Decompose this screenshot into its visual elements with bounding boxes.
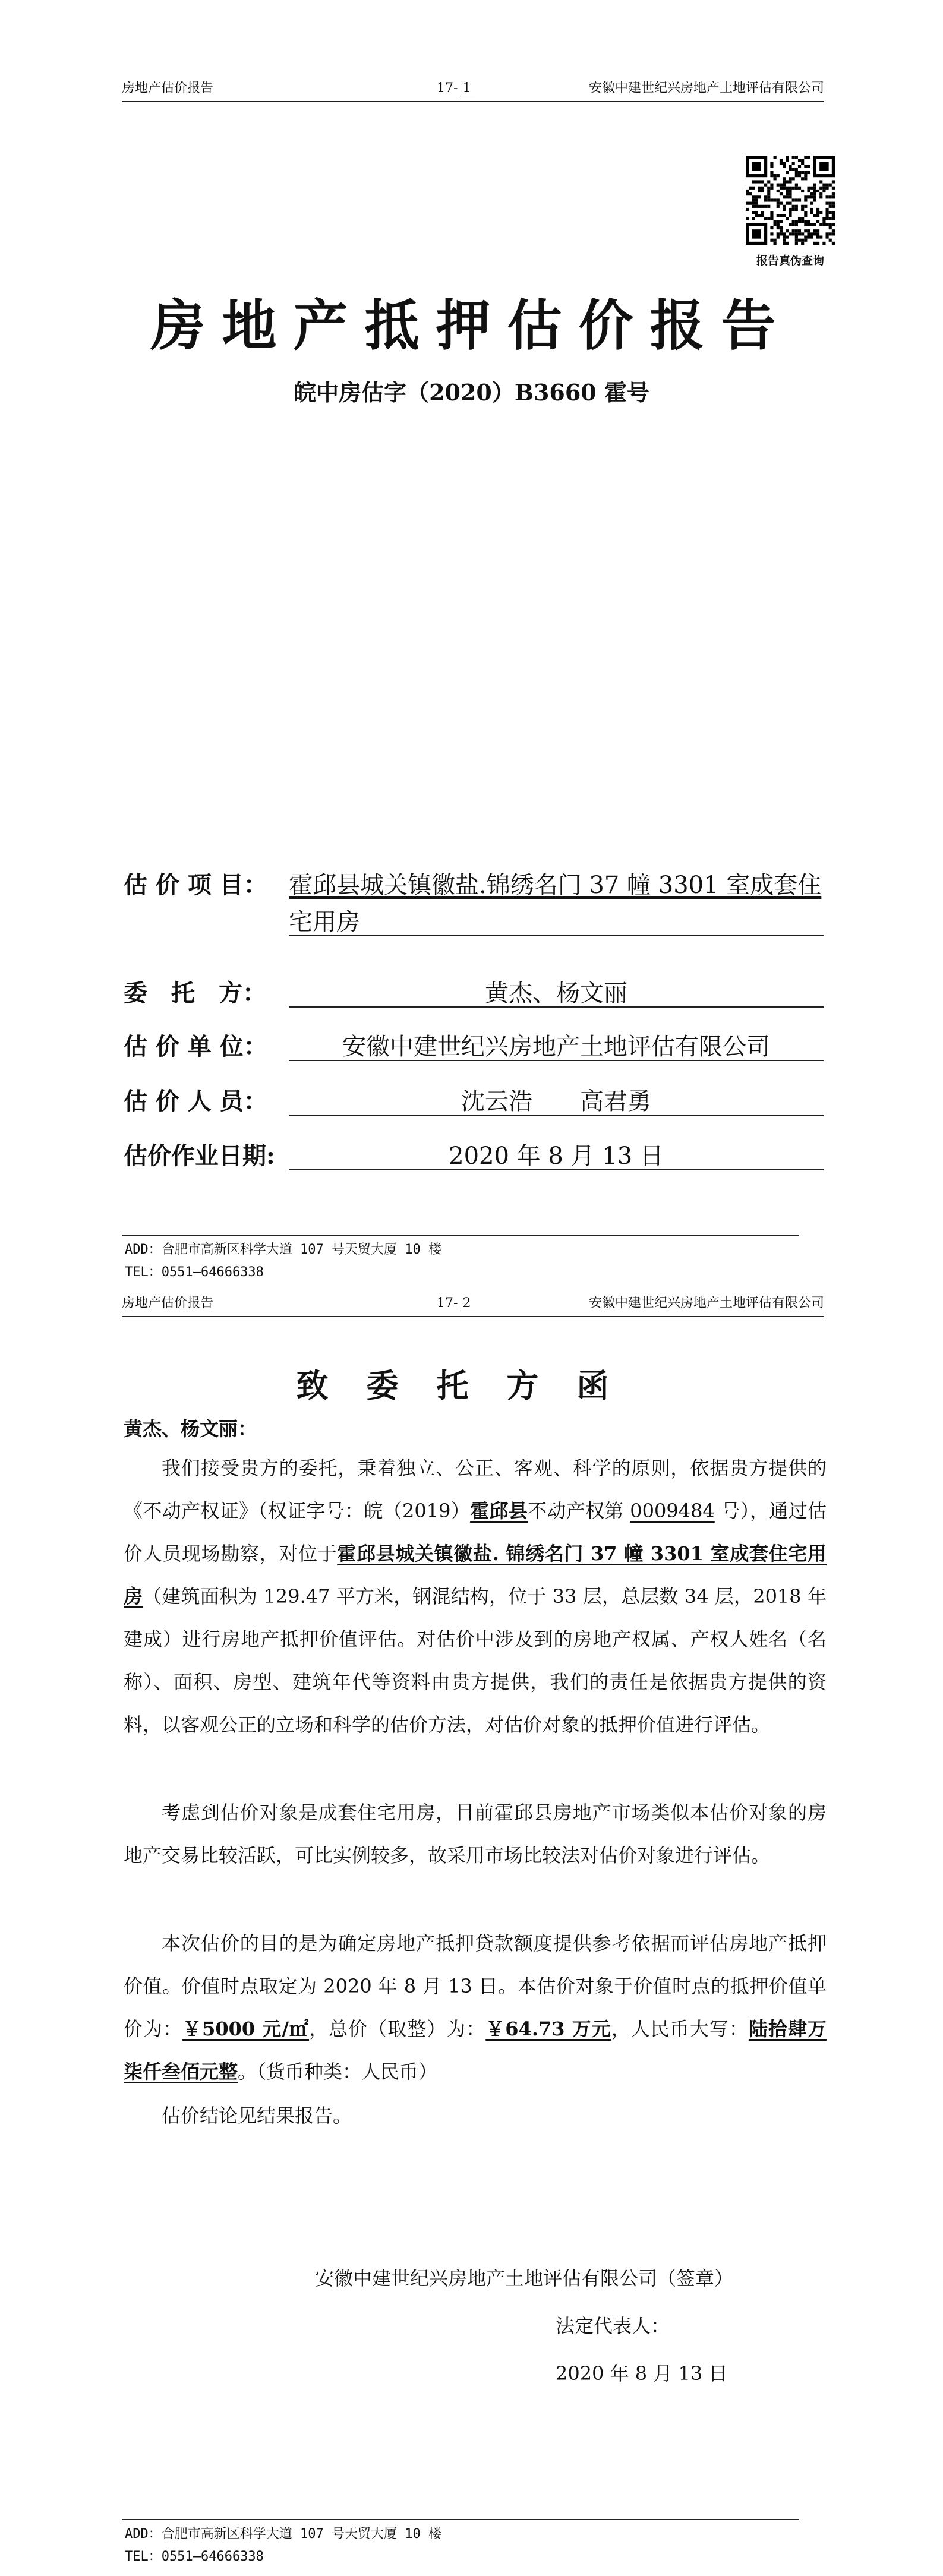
info-row-work-date [124,1137,837,1173]
info-row-project [124,866,837,949]
header-page-number: 17- 1 [437,81,475,96]
letter-paragraph-3: 本次估价的目的是为确定房地产抵押贷款额度提供参考依据而评估房地产抵押价值。价值时点取定为 2020 年 8 月 13 日。本估价对象于价值时点的抵押价值单价为：￥5000 元/㎡，总价（取整）为：￥64.73 万元，人民币大写：陆拾肆万柒仟叁佰元整。（货币种类：人民币） [124,1932,827,2083]
qr-code-icon[interactable] [746,156,835,245]
footer-divider [122,2519,799,2520]
info-label: 估 价 人 员： [124,1087,267,1115]
info-label: 估 价 单 位： [124,1033,267,1060]
letter-title: 致委托方函 [296,1366,647,1404]
verification-qr[interactable] [740,156,841,268]
signature-legal-rep: 法定代表人： [556,2315,670,2337]
footer-divider [122,1235,799,1236]
page-footer [125,2523,441,2568]
running-header [122,77,824,102]
letter-paragraph-4: 估价结论见结果报告。 [162,2104,352,2127]
running-header [122,1292,824,1317]
info-row-valuers [124,1082,837,1118]
info-row-client [124,974,837,1010]
signature-company: 安徽中建世纪兴房地产土地评估有限公司（签章） [315,2267,734,2290]
valuers-value: 沈云浩 高君勇 [289,1082,824,1116]
qr-caption: 报告真伪查询 [756,254,824,267]
letter-paragraph-1: 我们接受贵方的委托，秉着独立、公正、客观、科学的原则，依据贵方提供的《不动产权证》（权证字号：皖（2019）霍邱县不动产权第 0009484 号），通过估价人员现场勘察，对位于霍邱县城关镇徽盐. 锦绣名门 37 幢 3301 室成套住宅用房（建筑面积为 129.47 平方米，钢混结构，位于 33 层，总层数 34 层，2018 年建成）进行房地产抵押价值评估。对估价中涉及到的房地产权属、产权人姓名（名称）、面积、房型、建筑年代等资料由贵方提供，我们的责任是依据贵方提供的资料，以客观公正的立场和科学的估价方法，对估价对象的抵押价值进行评估。 [124,1457,827,1736]
header-company-name: 安徽中建世纪兴房地产土地评估有限公司 [588,1296,824,1311]
footer-address: ADD：合肥市高新区科学大道 107 号天贸大厦 10 楼 [125,2527,441,2542]
header-doc-name: 房地产估价报告 [122,1296,214,1311]
page-footer [125,1239,441,1284]
header-doc-name: 房地产估价报告 [122,81,214,96]
valuer-company-value: 安徽中建世纪兴房地产土地评估有限公司 [289,1028,824,1061]
header-company-name: 安徽中建世纪兴房地产土地评估有限公司 [588,81,824,96]
salutation: 黄杰、杨文丽： [124,1418,257,1440]
header-page-number: 17- 2 [437,1296,475,1311]
footer-address: ADD：合肥市高新区科学大道 107 号天贸大厦 10 楼 [125,1242,441,1257]
info-label: 估价作业日期: [124,1142,275,1170]
project-value: 霍邱县城关镇徽盐.锦绣名门 37 幢 3301 室成套住 宅用房 [289,866,835,936]
footer-tel: TEL：0551—64666338 [125,1265,264,1280]
info-label: 估 价 项 目： [124,871,267,899]
footer-tel: TEL：0551—64666338 [125,2549,264,2564]
letter-paragraph-2: 考虑到估价对象是成套住宅用房，目前霍邱县房地产市场类似本估价对象的房地产交易比较活跃，可比实例较多，故采用市场比较法对估价对象进行评估。 [124,1801,827,1867]
info-row-valuer-company [124,1028,837,1063]
client-value: 黄杰、杨文丽 [289,974,824,1008]
signature-date: 2020 年 8 月 13 日 [556,2362,728,2385]
report-number: 皖中房估字（2020）B3660 霍号 [294,379,649,406]
work-date-value: 2020 年 8 月 13 日 [289,1137,824,1170]
info-label: 委 托 方： [124,979,266,1007]
report-title: 房地产抵押估价报告 [150,293,793,358]
